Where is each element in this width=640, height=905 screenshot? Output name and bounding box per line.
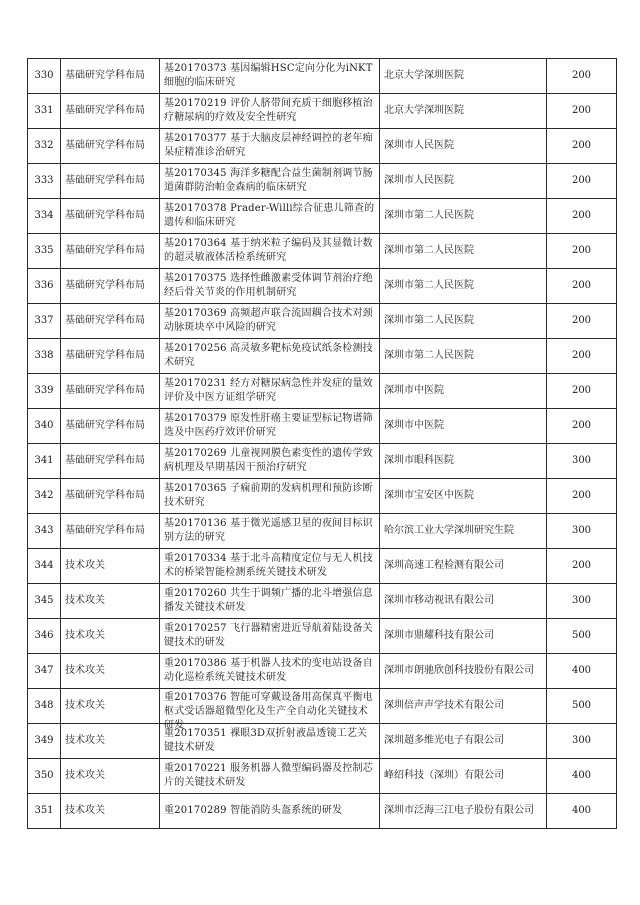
row-number: 335 — [28, 234, 61, 269]
row-number: 350 — [28, 759, 61, 794]
row-amount: 500 — [547, 619, 617, 654]
table-row — [28, 59, 617, 94]
row-category: 基础研究学科布局 — [61, 94, 160, 129]
row-project-title — [160, 234, 380, 269]
row-project-title — [160, 94, 380, 129]
row-category: 基础研究学科布局 — [61, 59, 160, 94]
row-category: 技术攻关 — [61, 689, 160, 724]
row-number: 342 — [28, 479, 61, 514]
row-project-title — [160, 654, 380, 689]
row-project-title — [160, 409, 380, 444]
row-institution: 深圳市泛海三江电子股份有限公司 — [380, 794, 547, 829]
row-category: 技术攻关 — [61, 584, 160, 619]
row-category: 基础研究学科布局 — [61, 164, 160, 199]
table-row — [28, 444, 617, 479]
row-number: 341 — [28, 444, 61, 479]
project-title-text: 重20170289 智能消防头盔系统的研发 — [164, 805, 343, 816]
row-project-title — [160, 374, 380, 409]
project-title-text: 基20170136 基于微光遥感卫星的夜间目标识别方法的研究 — [164, 518, 373, 543]
row-project-title — [160, 199, 380, 234]
row-amount: 200 — [547, 164, 617, 199]
row-project-title — [160, 59, 380, 94]
row-number: 334 — [28, 199, 61, 234]
row-category: 基础研究学科布局 — [61, 129, 160, 164]
grant-table — [27, 58, 617, 829]
project-title-text: 基20170378 Prader-Willi综合征患儿筛查的遗传和临床研究 — [164, 203, 375, 228]
row-institution: 深圳市人民医院 — [380, 164, 547, 199]
row-institution: 深圳超多维光电子有限公司 — [380, 724, 547, 759]
row-category: 基础研究学科布局 — [61, 269, 160, 304]
row-amount: 200 — [547, 59, 617, 94]
project-title-text: 基20170379 原发性肝癌主要证型标记物谱筛选及中医药疗效评价研究 — [164, 413, 373, 438]
row-amount: 200 — [547, 199, 617, 234]
project-title-text: 基20170345 海洋多糖配合益生菌制剂调节肠道菌群防治帕金森病的临床研究 — [164, 168, 373, 193]
row-amount: 500 — [547, 689, 617, 724]
row-category: 技术攻关 — [61, 724, 160, 759]
row-amount: 300 — [547, 514, 617, 549]
row-number: 346 — [28, 619, 61, 654]
row-institution: 哈尔滨工业大学深圳研究生院 — [380, 514, 547, 549]
row-project-title — [160, 759, 380, 794]
project-title-text: 基20170231 经方对糖尿病急性并发症的量效评价及中医方证组学研究 — [164, 378, 373, 403]
project-title-text: 基20170364 基于纳米粒子编码及其显微计数的超灵敏液体活检系统研究 — [164, 238, 373, 263]
row-project-title — [160, 584, 380, 619]
row-category: 基础研究学科布局 — [61, 234, 160, 269]
project-title-text: 基20170375 选择性雌激素受体调节剂治疗绝经后骨关节炎的作用机制研究 — [164, 273, 373, 298]
project-title-text: 重20170260 共生于调频广播的北斗增强信息播发关键技术研发 — [164, 588, 373, 613]
row-institution: 北京大学深圳医院 — [380, 94, 547, 129]
row-project-title — [160, 514, 380, 549]
table-row — [28, 409, 617, 444]
row-number: 348 — [28, 689, 61, 724]
row-amount: 200 — [547, 409, 617, 444]
row-category: 基础研究学科布局 — [61, 409, 160, 444]
project-title-text: 重20170334 基于北斗高精度定位与无人机技术的桥梁智能检测系统关键技术研发 — [164, 553, 373, 578]
row-category: 基础研究学科布局 — [61, 479, 160, 514]
table-row — [28, 619, 617, 654]
row-number: 337 — [28, 304, 61, 339]
row-category: 基础研究学科布局 — [61, 304, 160, 339]
row-category: 技术攻关 — [61, 654, 160, 689]
table-row — [28, 479, 617, 514]
project-title-text: 重20170376 智能可穿戴设备用高保真平衡电枢式受话器超微型化及生产全自动化关键技术研发 — [164, 692, 373, 731]
row-number: 345 — [28, 584, 61, 619]
project-title-text: 重20170386 基于机器人技术的变电站设备自动化巡检系统关键技术研发 — [164, 658, 373, 683]
table-row — [28, 94, 617, 129]
table-row — [28, 654, 617, 689]
table-row — [28, 269, 617, 304]
table-row — [28, 304, 617, 339]
row-project-title — [160, 269, 380, 304]
row-category: 基础研究学科布局 — [61, 444, 160, 479]
project-title-text: 基20170377 基于大脑皮层神经调控的老年痴呆症精准诊治研究 — [164, 133, 373, 158]
table-row — [28, 689, 617, 724]
table-row — [28, 234, 617, 269]
row-institution: 深圳市第二人民医院 — [380, 269, 547, 304]
row-category: 基础研究学科布局 — [61, 514, 160, 549]
table-row — [28, 164, 617, 199]
row-institution: 深圳市鼎耀科技有限公司 — [380, 619, 547, 654]
row-institution: 北京大学深圳医院 — [380, 59, 547, 94]
row-amount: 200 — [547, 234, 617, 269]
row-institution: 深圳高速工程检测有限公司 — [380, 549, 547, 584]
row-project-title — [160, 689, 380, 731]
row-project-title — [160, 549, 380, 584]
row-institution: 深圳市中医院 — [380, 409, 547, 444]
project-title-text: 重20170351 裸眼3D双折射液晶透镜工艺关键技术研发 — [164, 728, 368, 753]
table-row — [28, 794, 617, 829]
table-row — [28, 724, 617, 759]
row-number: 349 — [28, 724, 61, 759]
table-row — [28, 584, 617, 619]
row-category: 技术攻关 — [61, 619, 160, 654]
row-amount: 400 — [547, 654, 617, 689]
project-title-text: 基20170256 高灵敏多靶标免疫试纸条检测技术研究 — [164, 343, 373, 368]
row-institution: 深圳市宝安区中医院 — [380, 479, 547, 514]
row-amount: 300 — [547, 584, 617, 619]
table-row — [28, 339, 617, 374]
row-number: 339 — [28, 374, 61, 409]
row-category: 技术攻关 — [61, 759, 160, 794]
row-amount: 300 — [547, 444, 617, 479]
row-institution: 深圳市眼科医院 — [380, 444, 547, 479]
table-row — [28, 759, 617, 794]
row-category: 基础研究学科布局 — [61, 339, 160, 374]
row-category: 技术攻关 — [61, 794, 160, 829]
row-number: 333 — [28, 164, 61, 199]
row-project-title — [160, 479, 380, 514]
row-institution: 深圳市第二人民医院 — [380, 339, 547, 374]
project-title-text: 基20170219 评价人脐带间充质干细胞移植治疗糖尿病的疗效及安全性研究 — [164, 98, 373, 123]
project-title-text: 重20170221 服务机器人微型编码器及控制芯片的关键技术研发 — [164, 763, 373, 788]
project-title-text: 基20170365 子痫前期的发病机理和预防诊断技术研究 — [164, 483, 373, 508]
row-number: 340 — [28, 409, 61, 444]
row-institution: 深圳市第二人民医院 — [380, 234, 547, 269]
row-amount: 200 — [547, 479, 617, 514]
row-number: 336 — [28, 269, 61, 304]
grant-table-body — [28, 59, 617, 829]
row-institution: 峰绍科技（深圳）有限公司 — [380, 759, 547, 794]
row-project-title — [160, 164, 380, 199]
row-institution: 深圳市第二人民医院 — [380, 304, 547, 339]
project-title-text: 重20170257 飞行器精密进近导航着陆设备关键技术的研发 — [164, 623, 373, 648]
row-number: 331 — [28, 94, 61, 129]
table-row — [28, 549, 617, 584]
row-institution: 深圳倍声声学技术有限公司 — [380, 689, 547, 724]
table-row — [28, 514, 617, 549]
row-project-title — [160, 129, 380, 164]
row-project-title — [160, 619, 380, 654]
row-institution: 深圳市移动视讯有限公司 — [380, 584, 547, 619]
row-number: 338 — [28, 339, 61, 374]
row-amount: 300 — [547, 724, 617, 759]
row-institution: 深圳市第二人民医院 — [380, 199, 547, 234]
row-number: 332 — [28, 129, 61, 164]
row-institution: 深圳市朗驰欣创科技股份有限公司 — [380, 654, 547, 689]
row-number: 351 — [28, 794, 61, 829]
row-amount: 400 — [547, 759, 617, 794]
project-title-text: 基20170269 儿童视网膜色素变性的遗传学致病机理及早期基因干预治疗研究 — [164, 448, 373, 473]
row-number: 344 — [28, 549, 61, 584]
row-amount: 200 — [547, 339, 617, 374]
row-amount: 200 — [547, 94, 617, 129]
table-row — [28, 129, 617, 164]
row-category: 基础研究学科布局 — [61, 374, 160, 409]
row-amount: 200 — [547, 129, 617, 164]
row-amount: 400 — [547, 794, 617, 829]
row-number: 347 — [28, 654, 61, 689]
row-project-title — [160, 304, 380, 339]
row-institution: 深圳市中医院 — [380, 374, 547, 409]
row-project-title — [160, 724, 380, 759]
row-number: 330 — [28, 59, 61, 94]
table-row — [28, 374, 617, 409]
row-category: 技术攻关 — [61, 549, 160, 584]
project-title-text: 基20170373 基因编辑HSC定向分化为iNKT细胞的临床研究 — [164, 63, 373, 88]
row-project-title — [160, 339, 380, 374]
project-title-text: 基20170369 高频超声联合流固耦合技术对颈动脉斑块卒中风险的研究 — [164, 308, 373, 333]
table-row — [28, 199, 617, 234]
row-number: 343 — [28, 514, 61, 549]
row-project-title — [160, 444, 380, 479]
row-amount: 200 — [547, 269, 617, 304]
row-institution: 深圳市人民医院 — [380, 129, 547, 164]
row-project-title — [160, 794, 380, 829]
row-category: 基础研究学科布局 — [61, 199, 160, 234]
row-amount: 200 — [547, 549, 617, 584]
row-amount: 200 — [547, 374, 617, 409]
row-amount: 200 — [547, 304, 617, 339]
